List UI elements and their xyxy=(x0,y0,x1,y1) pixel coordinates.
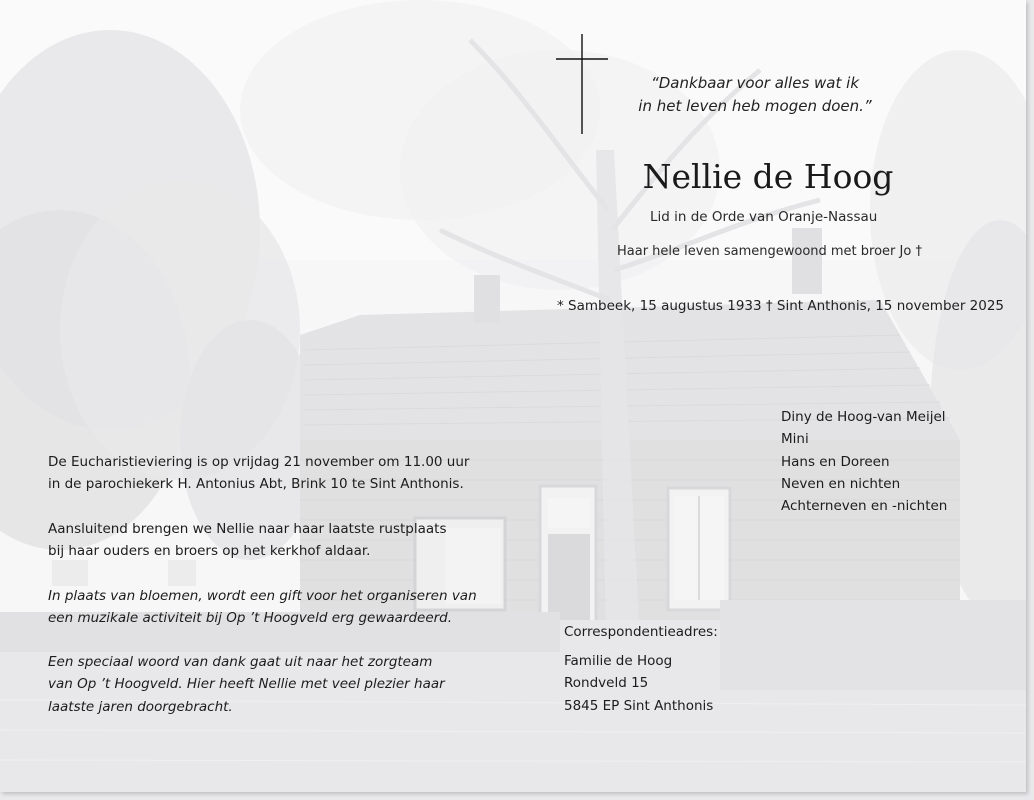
gift-line-1: In plaats van bloemen, wordt een gift voor het organiseren van xyxy=(48,588,477,604)
honour-line: Lid in de Orde van Oranje-Nassau xyxy=(650,209,878,225)
address-line-3: 5845 EP Sint Anthonis xyxy=(564,697,714,714)
deceased-name: Nellie de Hoog xyxy=(642,157,894,196)
quote-line-1: “Dankbaar voor alles wat ik xyxy=(650,74,859,92)
family-member: Achterneven en -nichten xyxy=(781,498,948,515)
family-list xyxy=(781,406,947,517)
family-member: Mini xyxy=(781,431,809,448)
address-line-2: Rondveld 15 xyxy=(564,675,649,692)
service-paragraph xyxy=(48,451,469,496)
burial-line-1: Aansluitend brengen we Nellie naar haar laatste rustplaats xyxy=(48,521,447,537)
family-member: Hans en Doreen xyxy=(781,453,890,470)
quote-line-2: in het leven heb mogen doen.” xyxy=(638,97,872,115)
thanks-line-2: van Op ’t Hoogveld. Hier heeft Nellie met veel plezier haar xyxy=(48,676,445,693)
family-member: Neven en nichten xyxy=(781,475,901,492)
family-member: Diny de Hoog-van Meijel xyxy=(781,409,946,425)
service-line-1: De Eucharistieviering is op vrijdag 21 november om 11.00 uur xyxy=(48,454,470,470)
burial-paragraph xyxy=(48,518,447,563)
birth-death-dates: * Sambeek, 15 augustus 1933 † Sint Anthonis, 15 november 2025 xyxy=(557,298,1005,314)
gift-paragraph xyxy=(48,585,477,630)
address-line-1: Familie de Hoog xyxy=(564,653,673,669)
correspondence-address xyxy=(564,650,713,717)
sibling-line: Haar hele leven samengewoond met broer Jo † xyxy=(617,244,922,259)
thanks-line-1: Een speciaal woord van dank gaat uit naar het zorgteam xyxy=(48,654,433,670)
burial-line-2: bij haar ouders en broers op het kerkhof aldaar. xyxy=(48,543,371,560)
correspondence-label: Correspondentieadres: xyxy=(564,624,718,640)
gift-line-2: een muzikale activiteit bij Op ’t Hoogveld erg gewaardeerd. xyxy=(48,610,453,627)
thanks-line-3: laatste jaren doorgebracht. xyxy=(48,698,233,715)
thanks-paragraph xyxy=(48,651,445,718)
memorial-quote xyxy=(560,72,950,118)
service-line-2: in de parochiekerk H. Antonius Abt, Brink 10 te Sint Anthonis. xyxy=(48,476,464,493)
